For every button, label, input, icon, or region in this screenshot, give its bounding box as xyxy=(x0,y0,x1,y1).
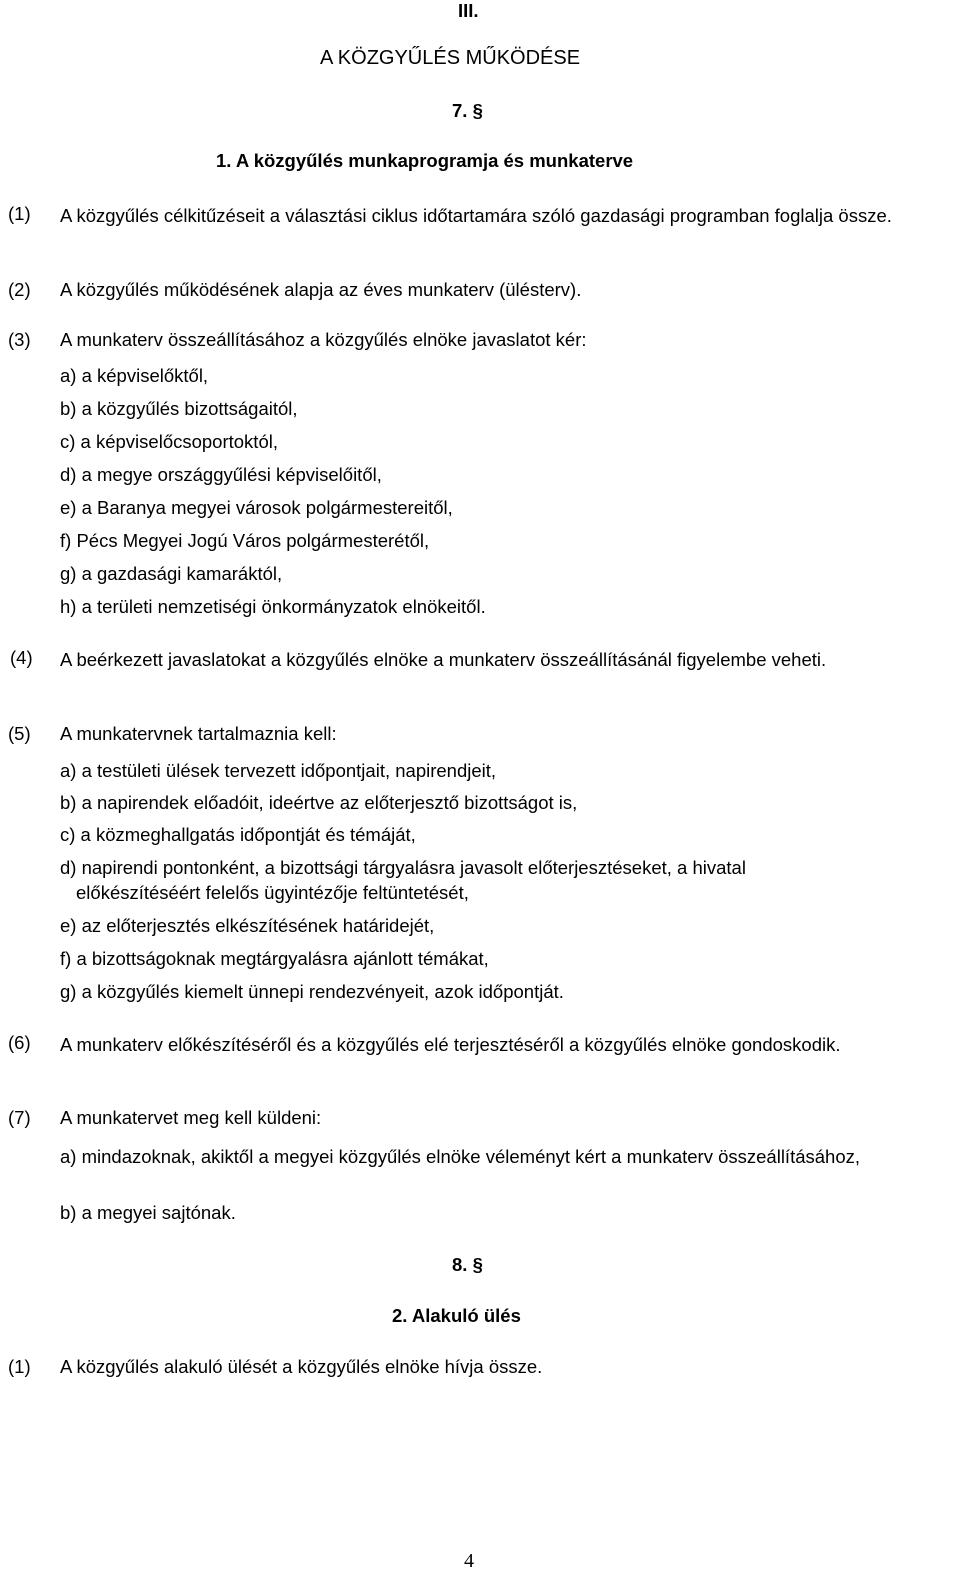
paragraph-8-number: (1) xyxy=(8,1356,31,1377)
paragraph-8-text: A közgyűlés alakuló ülését a közgyűlés elnöke hívja össze. xyxy=(60,1356,543,1377)
paragraph-7-text: A munkatervet meg kell küldeni: xyxy=(60,1107,322,1128)
list-item: b) a napirendek előadóit, ideértve az előterjesztő bizottságot is, xyxy=(60,792,578,813)
list-item: f) a bizottságoknak megtárgyalásra ajánlott témákat, xyxy=(60,948,489,969)
paragraph-1-text xyxy=(60,203,946,228)
section-8-number: 8. xyxy=(452,1254,468,1275)
list-item: a) a testületi ülések tervezett időpontjait, napirendjeit, xyxy=(60,760,497,781)
paragraph-1-body: A közgyűlés célkitűzéseit a választási ciklus időtartamára szóló gazdasági programban foglalja össze. xyxy=(60,205,892,226)
section-7-number: 7. xyxy=(452,100,468,121)
chapter-2-title: 2. Alakuló ülés xyxy=(392,1305,521,1326)
paragraph-5-text: A munkatervnek tartalmaznia kell: xyxy=(60,723,337,744)
chapter-1-title: 1. A közgyűlés munkaprogramja és munkaterve xyxy=(216,150,634,171)
list-item: a) mindazoknak, akiktől a megyei közgyűlés elnöke véleményt kért a munkaterv összeállításához, xyxy=(60,1146,860,1167)
paragraph-6-text: A munkaterv előkészítéséről és a közgyűlés elé terjesztéséről a közgyűlés elnöke gondoskodik. xyxy=(60,1034,841,1055)
list-item: f) Pécs Megyei Jogú Város polgármesterétől, xyxy=(60,530,430,551)
paragraph-4-number: (4) xyxy=(10,647,33,668)
section-sign-icon: § xyxy=(472,100,483,121)
part-title: A KÖZGYŰLÉS MŰKÖDÉSE xyxy=(320,47,581,69)
list-item-continuation: előkészítéséért felelős ügyintézője feltüntetését, xyxy=(76,882,469,903)
paragraph-3-text: A munkaterv összeállításához a közgyűlés elnöke javaslatot kér: xyxy=(60,329,587,350)
paragraph-7-number: (7) xyxy=(8,1107,31,1128)
section-8-heading xyxy=(452,1254,483,1276)
list-item: b) a közgyűlés bizottságaitól, xyxy=(60,398,298,419)
section-7-heading xyxy=(452,100,483,122)
paragraph-4-text: A beérkezett javaslatokat a közgyűlés elnöke a munkaterv összeállításánál figyelembe veheti. xyxy=(60,649,827,670)
paragraph-3-number: (3) xyxy=(8,329,31,350)
list-item: e) a Baranya megyei városok polgármestereitől, xyxy=(60,497,453,518)
list-item: d) a megye országgyűlési képviselőitől, xyxy=(60,464,382,485)
paragraph-2-text: A közgyűlés működésének alapja az éves munkaterv (ülésterv). xyxy=(60,279,582,300)
paragraph-2-number: (2) xyxy=(8,279,31,300)
list-item: a) a képviselőktől, xyxy=(60,365,209,386)
list-item: e) az előterjesztés elkészítésének határidejét, xyxy=(60,915,435,936)
part-number: III. xyxy=(458,0,479,21)
list-item: g) a gazdasági kamaráktól, xyxy=(60,563,283,584)
list-item: c) a közmeghallgatás időpontját és témáját, xyxy=(60,824,416,845)
list-item: g) a közgyűlés kiemelt ünnepi rendezvényeit, azok időpontját. xyxy=(60,981,564,1002)
list-item: d) napirendi pontonként, a bizottsági tárgyalásra javasolt előterjesztéseket, a hivatal xyxy=(60,857,746,878)
paragraph-1-number: (1) xyxy=(8,203,31,224)
paragraph-5-number: (5) xyxy=(8,723,31,744)
list-item: c) a képviselőcsoportoktól, xyxy=(60,431,278,452)
list-item: b) a megyei sajtónak. xyxy=(60,1202,236,1223)
page-number: 4 xyxy=(464,1550,474,1572)
section-sign-icon: § xyxy=(472,1254,483,1275)
list-item: h) a területi nemzetiségi önkormányzatok elnökeitől. xyxy=(60,596,486,617)
paragraph-6-number: (6) xyxy=(8,1032,31,1053)
